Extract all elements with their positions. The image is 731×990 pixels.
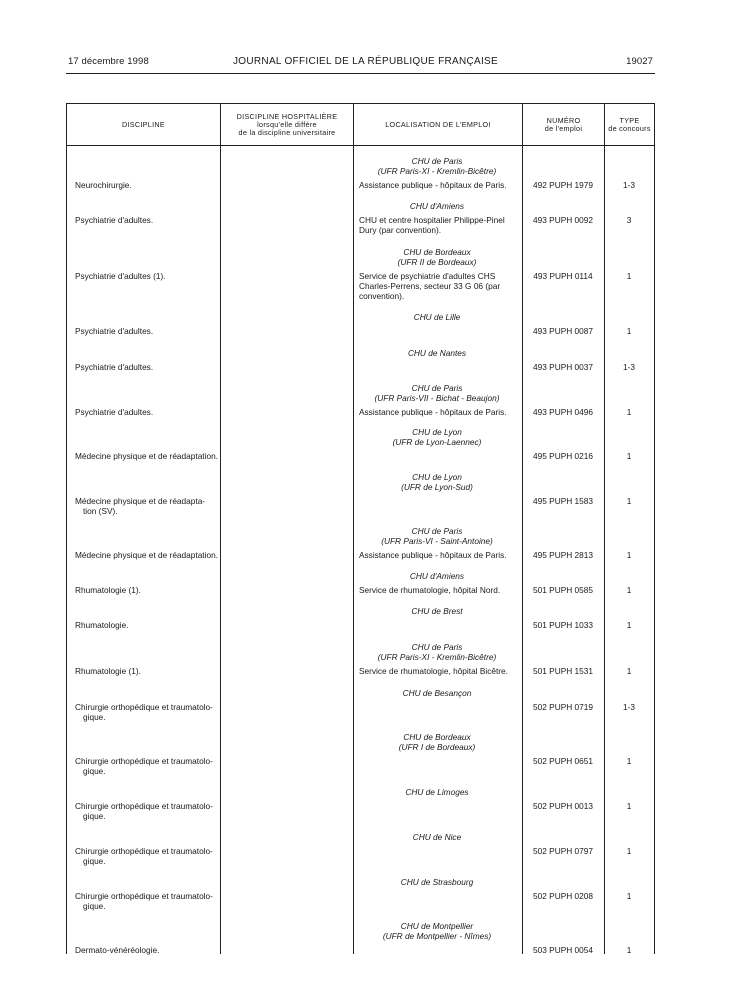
numero-cell: 501 PUPH 1033 [533,620,593,630]
discipline-cell: Chirurgie orthopédique et traumatolo- gique. [75,846,213,866]
type-cell: 1 [626,271,632,281]
chu-location-heading: CHU de Lyon (UFR de Lyon-Laennec) [392,427,482,447]
chu-location-heading: CHU de Limoges [405,787,469,797]
discipline-cell: Rhumatologie. [75,620,129,630]
page-date: 17 décembre 1998 [68,56,149,67]
chu-location-heading: CHU de Nice [412,832,462,842]
type-cell: 1 [626,451,632,461]
chu-location-heading: CHU de Bordeaux (UFR I de Bordeaux) [398,732,476,752]
type-cell: 3 [626,215,632,225]
chu-location-heading: CHU de Paris (UFR Paris-XI - Kremlin-Bicêtre) [377,156,497,176]
numero-cell: 502 PUPH 0651 [533,756,593,766]
chu-location-heading: CHU de Montpellier (UFR de Montpellier - Nîmes) [382,921,492,941]
chu-location-heading: CHU de Besançon [402,688,472,698]
discipline-cell: Psychiatrie d'adultes. [75,215,154,225]
type-cell: 1 [626,846,632,856]
numero-cell: 501 PUPH 0585 [533,585,593,595]
type-cell: 1 [626,326,632,336]
localisation-cell: Service de rhumatologie, hôpital Nord. [359,585,501,595]
header-discipline-hospitaliere: DISCIPLINE HOSPITALIÈRE lorsqu'elle diffère de la discipline universitaire [236,111,338,137]
type-cell: 1 [626,891,632,901]
numero-cell: 502 PUPH 0719 [533,702,593,712]
type-cell: 1 [626,801,632,811]
discipline-cell: Psychiatrie d'adultes. [75,362,154,372]
discipline-cell: Psychiatrie d'adultes. [75,407,154,417]
chu-location-heading: CHU de Brest [411,606,463,616]
chu-location-heading: CHU de Lille [413,312,461,322]
discipline-cell: Neurochirurgie. [75,180,132,190]
chu-location-heading: CHU de Nantes [407,348,467,358]
type-cell: 1 [626,756,632,766]
column-divider [522,104,523,954]
chu-location-heading: CHU de Strasbourg [400,877,474,887]
chu-location-heading: CHU de Paris (UFR Paris-VI - Saint-Antoine) [381,526,493,546]
localisation-cell: Service de psychiatrie d'adultes CHS Charles-Perrens, secteur 33 G 06 (par convention). [359,271,501,301]
chu-location-heading: CHU de Lyon (UFR de Lyon-Sud) [401,472,473,492]
column-divider [604,104,605,954]
localisation-cell: Assistance publique - hôpitaux de Paris. [359,407,507,417]
numero-cell: 502 PUPH 0208 [533,891,593,901]
header-localisation: LOCALISATION DE L'EMPLOI [385,119,491,129]
discipline-cell: Médecine physique et de réadaptation. [75,451,218,461]
header-row-divider [67,145,654,146]
header-discipline: DISCIPLINE [122,119,165,129]
discipline-cell: Chirurgie orthopédique et traumatolo- gique. [75,756,213,776]
type-cell: 1 [626,945,632,955]
numero-cell: 493 PUPH 0037 [533,362,593,372]
numero-cell: 495 PUPH 2813 [533,550,593,560]
header-type: TYPE de concours [608,115,651,133]
discipline-cell: Dermato-vénéréologie. [75,945,160,955]
discipline-cell: Chirurgie orthopédique et traumatolo- gique. [75,702,213,722]
type-cell: 1 [626,585,632,595]
numero-cell: 502 PUPH 0797 [533,846,593,856]
type-cell: 1 [626,620,632,630]
type-cell: 1 [626,550,632,560]
chu-location-heading: CHU de Paris (UFR Paris-VII - Bichat - Beaujon) [374,383,500,403]
type-cell: 1-3 [623,362,635,372]
chu-location-heading: CHU de Bordeaux (UFR II de Bordeaux) [397,247,477,267]
discipline-cell: Chirurgie orthopédique et traumatolo- gique. [75,801,213,821]
numero-cell: 493 PUPH 0092 [533,215,593,225]
column-divider [220,104,221,954]
localisation-cell: CHU et centre hospitalier Philippe-Pinel Dury (par convention). [359,215,505,235]
discipline-cell: Chirurgie orthopédique et traumatolo- gique. [75,891,213,911]
numero-cell: 493 PUPH 0496 [533,407,593,417]
page-number: 19027 [626,56,653,67]
numero-cell: 503 PUPH 0054 [533,945,593,955]
appointments-table [66,103,655,954]
numero-cell: 493 PUPH 0114 [533,271,593,281]
journal-title: JOURNAL OFFICIEL DE LA RÉPUBLIQUE FRANÇAISE [233,56,498,67]
type-cell: 1 [626,496,632,506]
type-cell: 1-3 [623,180,635,190]
chu-location-heading: CHU d'Amiens [409,201,465,211]
numero-cell: 495 PUPH 1583 [533,496,593,506]
discipline-cell: Médecine physique et de réadapta- tion (SV). [75,496,206,516]
localisation-cell: Assistance publique - hôpitaux de Paris. [359,180,507,190]
numero-cell: 493 PUPH 0087 [533,326,593,336]
header-rule [66,73,655,74]
numero-cell: 501 PUPH 1531 [533,666,593,676]
discipline-cell: Psychiatrie d'adultes. [75,326,154,336]
localisation-cell: Service de rhumatologie, hôpital Bicêtre. [359,666,508,676]
numero-cell: 492 PUPH 1979 [533,180,593,190]
discipline-cell: Médecine physique et de réadaptation. [75,550,218,560]
discipline-cell: Psychiatrie d'adultes (1). [75,271,166,281]
numero-cell: 502 PUPH 0013 [533,801,593,811]
type-cell: 1-3 [623,702,635,712]
chu-location-heading: CHU de Paris (UFR Paris-XI - Kremlin-Bicêtre) [377,642,497,662]
type-cell: 1 [626,666,632,676]
header-numero: NUMÉRO de l'emploi [544,115,583,133]
discipline-cell: Rhumatologie (1). [75,585,141,595]
numero-cell: 495 PUPH 0216 [533,451,593,461]
column-divider [353,104,354,954]
chu-location-heading: CHU d'Amiens [409,571,465,581]
localisation-cell: Assistance publique - hôpitaux de Paris. [359,550,507,560]
type-cell: 1 [626,407,632,417]
discipline-cell: Rhumatologie (1). [75,666,141,676]
